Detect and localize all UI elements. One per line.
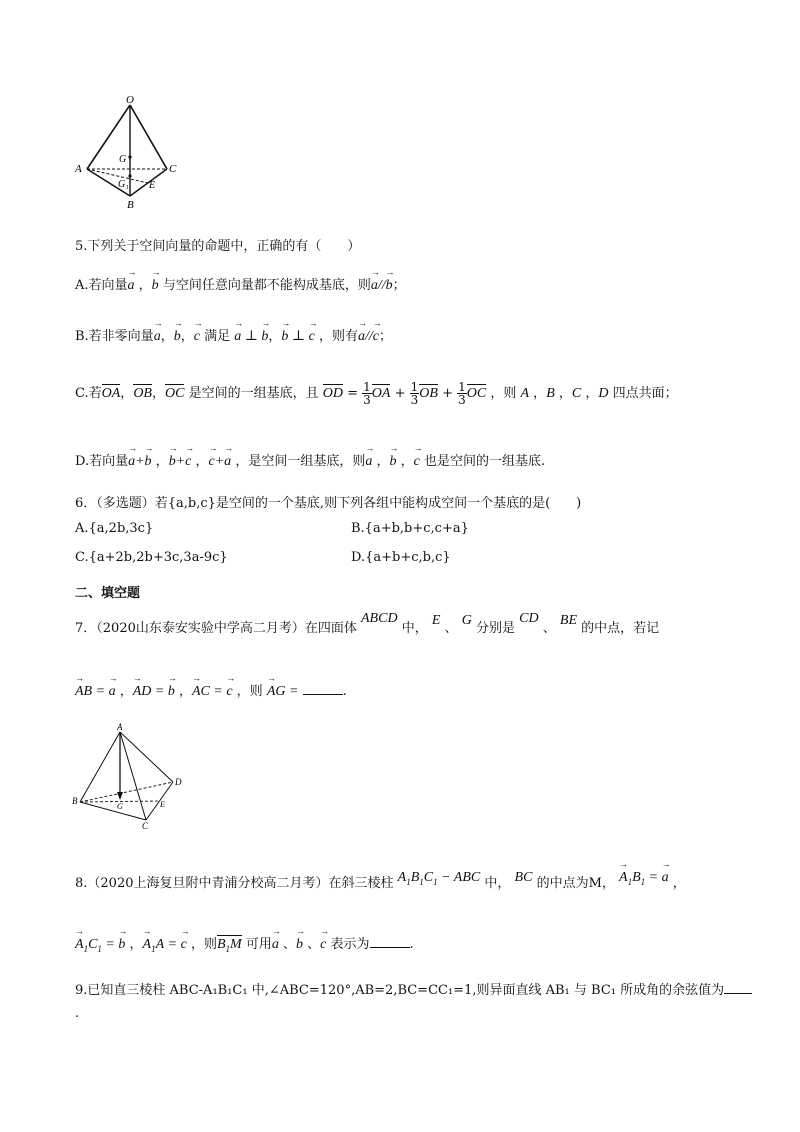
q5b-middle: 满足 — [204, 329, 231, 344]
q7-stem — [75, 611, 660, 637]
q8-stem-prefix: 8.（2020上海复旦附中青浦分校高二月考）在斜三棱柱 — [75, 876, 394, 891]
q7-e: E — [431, 613, 441, 628]
q8-bc: BC — [514, 870, 533, 885]
q7-g: G — [461, 613, 472, 628]
q8-answer-blank[interactable] — [370, 935, 410, 948]
fig2-label-c: C — [142, 821, 149, 831]
q6-option-d: D.{a+b+c,b,c} — [351, 550, 451, 565]
q5-option-a: A.若向量→ a ，→ b 与空间任意向量都不能构成基底，则→ a//→ b； — [75, 274, 406, 294]
q7-then: ，则 — [236, 684, 263, 699]
q5c-prefix: C.若 — [75, 386, 102, 401]
q6-option-b: B.{a+b,b+c,c+a} — [351, 521, 469, 536]
q7-end: . — [342, 684, 347, 699]
fig2-label-d: D — [175, 777, 182, 787]
q7-vectors: → AB = → a ，→ AD = → b ，→ AC = → c ，则 → AG = . — [75, 680, 347, 700]
q7-cd: CD — [519, 611, 539, 626]
q5c-tail: 四点共面； — [612, 386, 678, 401]
q5b-suffix: ； — [378, 329, 392, 344]
q8-then: ，则 — [190, 937, 217, 952]
q7-zhong: 中， — [401, 621, 428, 636]
q5-stem: 5.下列关于空间向量的命题中，正确的有（ ） — [75, 239, 361, 254]
q7-tetra: ABCD — [361, 611, 398, 626]
fig2-label-g: G — [117, 802, 123, 811]
q9-stem — [75, 979, 752, 998]
q8-stem: 8.（2020上海复旦附中青浦分校高二月考）在斜三棱柱 $A_1B_1C_1$ − ABC 中， BC 的中点为M， → $A_1B_1$ = → a ， — [75, 872, 686, 893]
q7-dun2: 、 — [542, 621, 556, 636]
q8-end: . — [409, 937, 414, 952]
fig2-label-b: B — [72, 796, 78, 806]
fig1-label-a: A — [75, 163, 82, 175]
q5a-suffix: ； — [392, 278, 406, 293]
q5a-prefix: A.若向量 — [75, 278, 128, 293]
q5d-prefix: D.若向量 — [75, 454, 129, 469]
fig1-label-g: G — [119, 154, 127, 165]
fig2-label-a: A — [117, 722, 123, 732]
q5b-prefix: B.若非零向量 — [75, 329, 154, 344]
q8-keyong: 可用 — [245, 937, 272, 952]
q7-dun: 、 — [444, 621, 458, 636]
fig1-label-e: E — [149, 180, 156, 191]
q5-option-b: B.若非零向量→ a，→ b，→ c 满足 → a ⊥ → b，→ b ⊥ → c ，则有→ a//→ c； — [75, 325, 392, 345]
q6-option-c: C.{a+2b,2b+3c,3a-9c} — [75, 550, 228, 565]
q5-option-c: C.若OA，OB，OC 是空间的一组基底，且 OD = $\frac{1}{3}$ OA + $\frac{1}{3}$ OB + $\frac{1}{3}$ OC ，则 A ，B ，C ，D 四点共面； — [75, 380, 678, 407]
q7-fenbie: 分别是 — [475, 621, 515, 636]
q5c-middle: 是空间的一组基底，且 — [188, 386, 319, 401]
q5a-middle: 与空间任意向量都不能构成基底，则 — [162, 278, 371, 293]
q9-end: . — [75, 1006, 80, 1021]
q5b-then: ，则有 — [318, 329, 358, 344]
q5d-middle: ，是空间一组基底，则 — [235, 454, 366, 469]
fig1-label-b: B — [127, 199, 134, 211]
q5d-tail: 也是空间的一组基底. — [423, 454, 546, 469]
q8-tail: 表示为 — [330, 937, 370, 952]
q8-zhong: 中， — [484, 876, 511, 891]
q8-vectors: → $A_1C_1$ = → b ，→ $A_1A$ = → c ，则$B_1M$ 可用→ a 、→ b 、→ c 表示为 . — [75, 933, 414, 955]
figure-tetrahedron-abcd — [70, 722, 190, 832]
q6-option-a: A.{a,2b,3c} — [75, 521, 154, 536]
q9-answer-blank[interactable] — [724, 981, 752, 994]
figure-tetrahedron-oabc — [70, 92, 190, 212]
fig1-label-c: C — [169, 163, 177, 175]
q7-answer-blank[interactable] — [303, 682, 343, 695]
section-heading-fill-blank: 二、填空题 — [75, 586, 141, 601]
q8-mid: 的中点为M， — [536, 876, 615, 891]
q6-stem: 6．（多选题）若{a,b,c}是空间的一个基底,则下列各组中能构成空间一个基底的是( ) — [75, 496, 582, 511]
fig1-label-o: O — [126, 94, 134, 106]
q7-tail: 的中点，若记 — [581, 621, 660, 636]
q5-option-d: D.若向量→ a+→ b ，→ b+→ c ，→ c+→ a ，是空间一组基底，则→ a ，→ b ，→ c 也是空间的一组基底. — [75, 450, 545, 470]
q9-stem-text: 9.已知直三棱柱 ABC-A₁B₁C₁ 中,∠ABC=120°,AB=2,BC=CC₁=1,则异面直线 AB₁ 与 BC₁ 所成角的余弦值为 — [75, 983, 725, 998]
q7-stem-prefix: 7．（2020山东泰安实验中学高二月考）在四面体 — [75, 621, 357, 636]
fig1-label-g1: G₁ — [118, 179, 129, 190]
q7-be: BE — [559, 613, 577, 628]
fig2-label-e: E — [160, 800, 165, 809]
